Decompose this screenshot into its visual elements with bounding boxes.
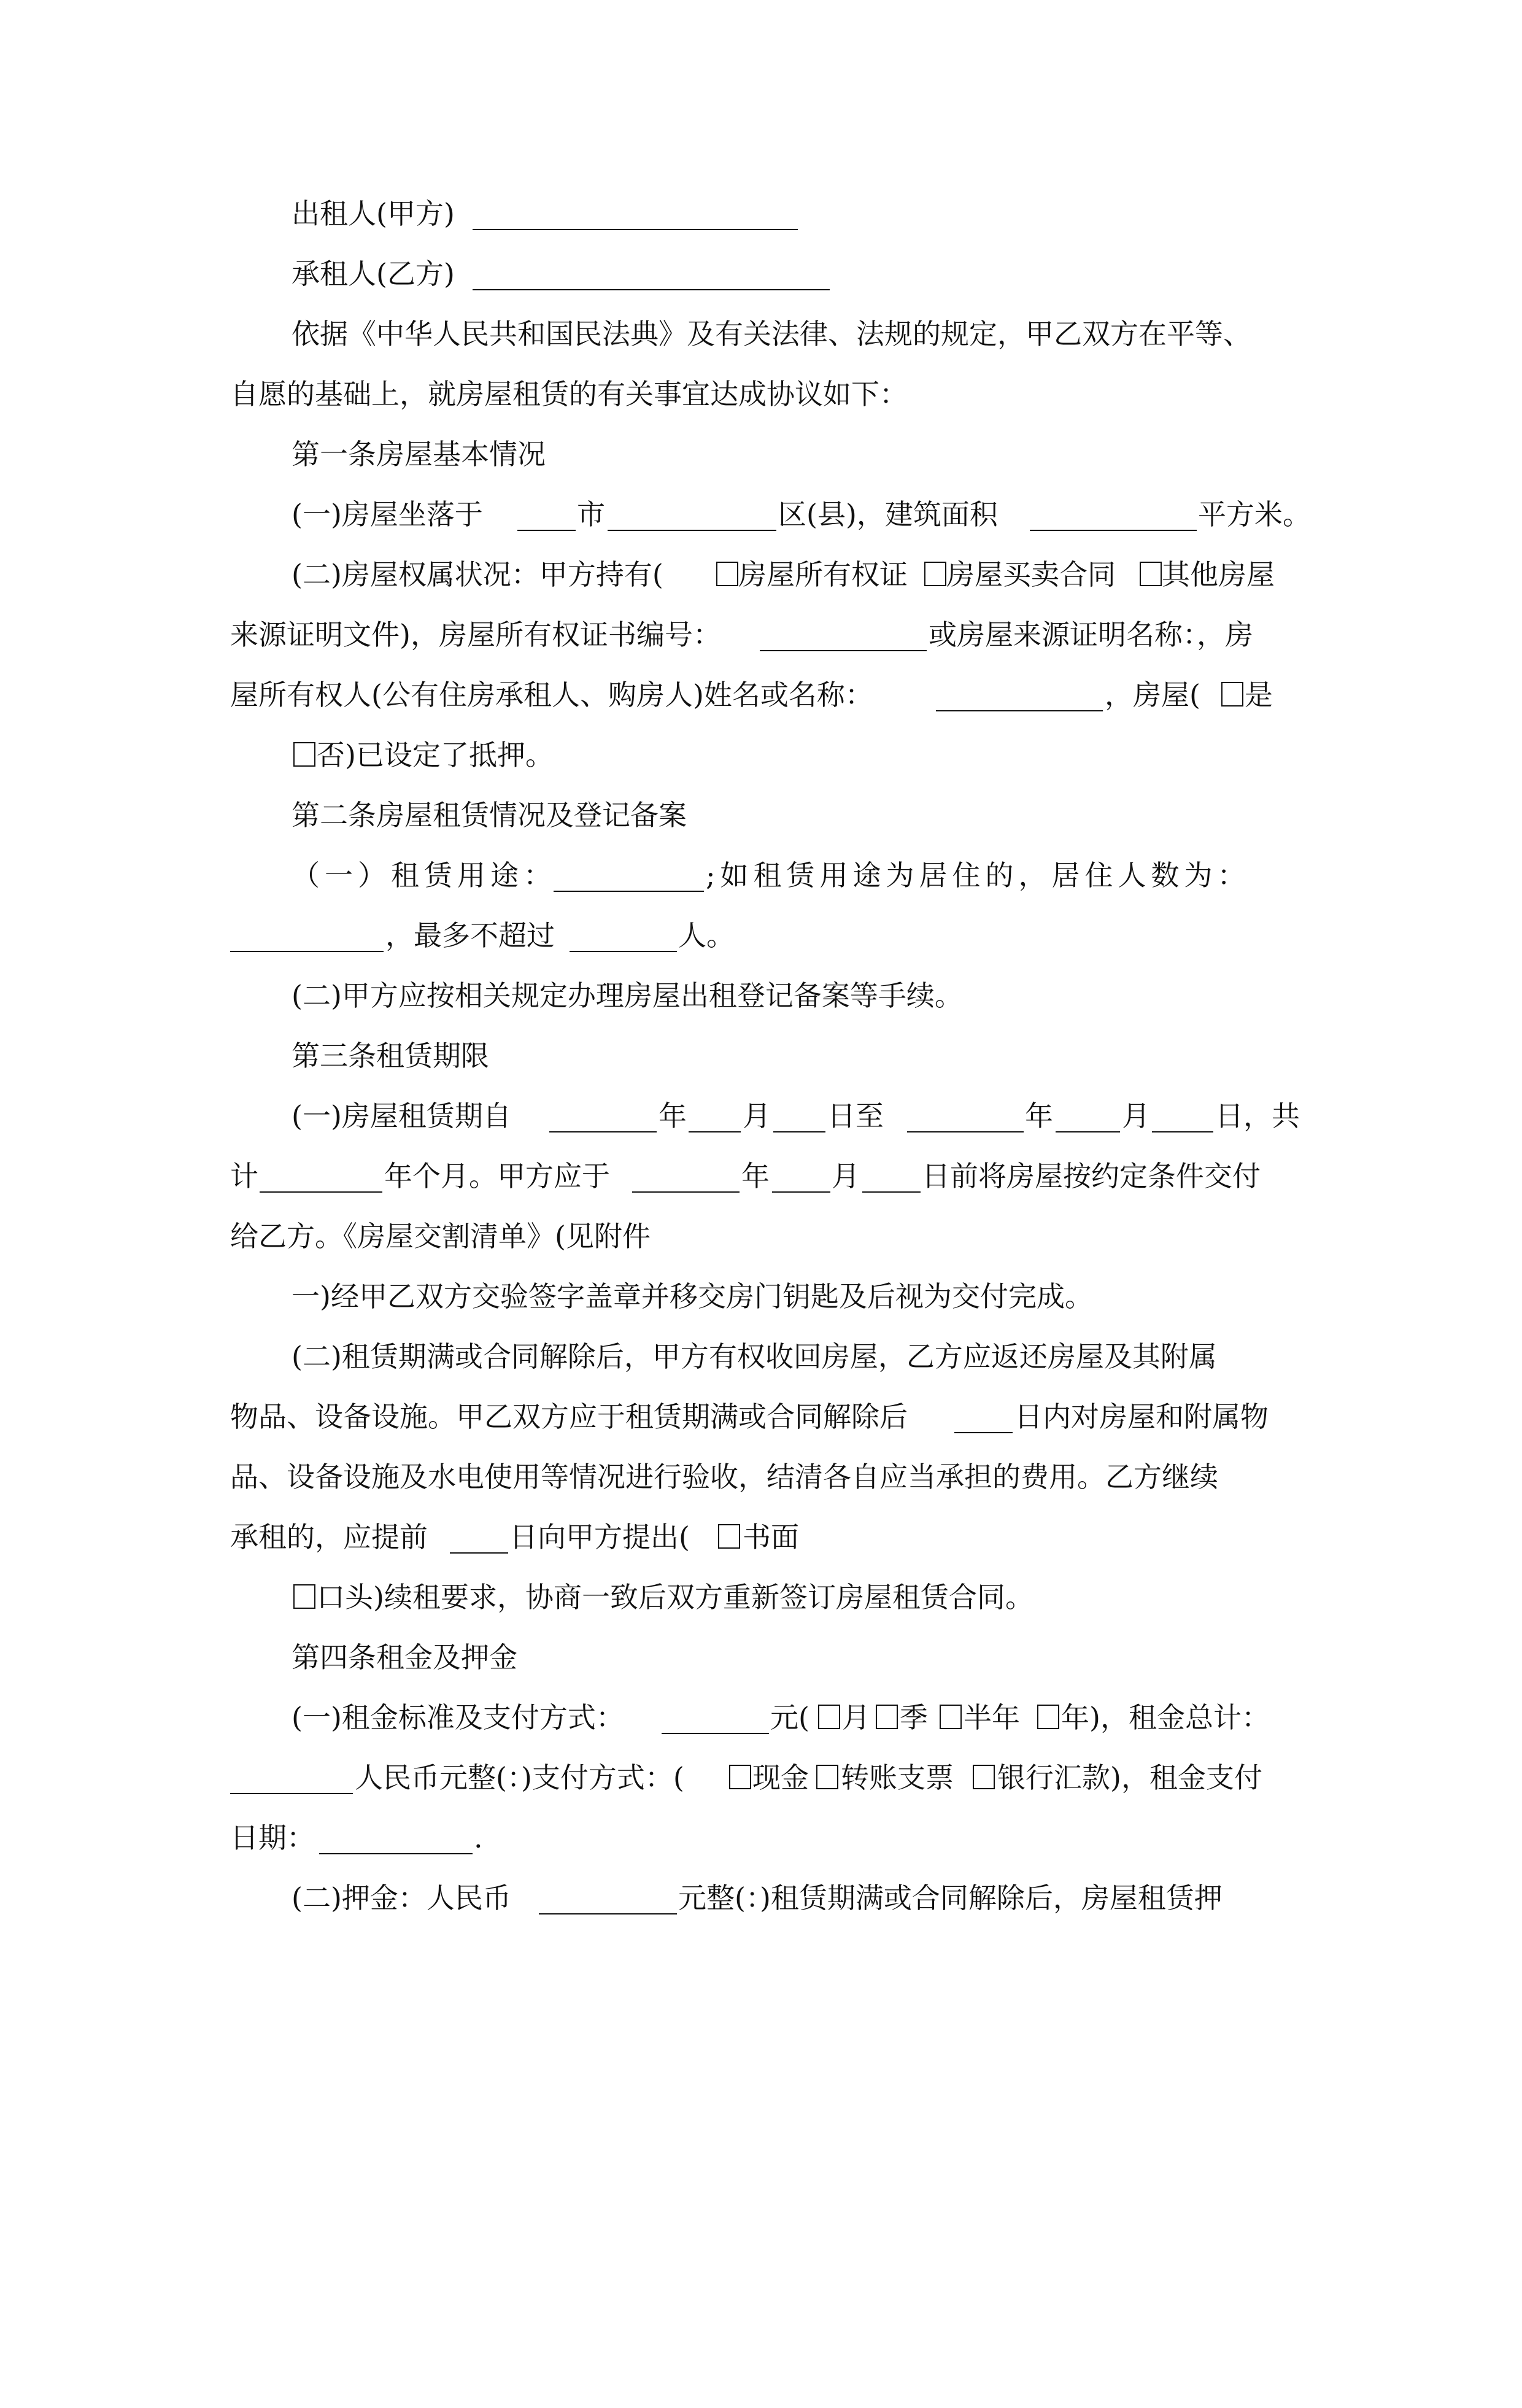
paragraph-line [0,547,1522,602]
mortgage-yes-checkbox[interactable] [1221,682,1243,707]
half-year-label: 半年 [964,1701,1020,1734]
rent-total-blank [230,1793,353,1794]
inspection-days-blank [954,1432,1013,1433]
area-unit: 平方米。 [1198,498,1311,531]
deposit-clause: 元整(：)租赁期满或合同解除后，房屋租赁押 [678,1881,1223,1914]
expiry-clause-3: 日内对房屋和附属物 [1014,1400,1269,1433]
article-heading [0,427,1522,482]
paragraph-line [0,1570,1522,1625]
paragraph-line [0,1389,1522,1444]
other-doc-checkbox[interactable] [1140,562,1162,586]
other-doc-label: 其他房屋 [1162,558,1275,591]
article-heading [0,788,1522,843]
paragraph-line [0,727,1522,783]
article-heading [0,1630,1522,1685]
handover-list-text: 给乙方。《房屋交割清单》(见附件 [230,1220,651,1253]
end-month-blank [1056,1131,1120,1132]
monthly-label: 月 [842,1701,870,1734]
article-4-title: 第四条租金及押金 [292,1641,517,1674]
owner-name-label: 屋所有权人(公有住房承租人、购房人)姓名或名称： [230,678,873,711]
persons-unit: 人。 [678,919,735,952]
purchase-contract-checkbox[interactable] [924,562,946,586]
paragraph-line [0,1870,1522,1926]
yearly-total-label: 年)，租金总计： [1061,1701,1270,1734]
ownership-cert-label: 房屋所有权证 [738,558,908,591]
delivery-month-blank [772,1191,830,1193]
start-year-blank [549,1131,657,1132]
total-years-blank [260,1191,382,1193]
registration-clause: (二)甲方应按相关规定办理房屋出租登记备案等手续。 [292,979,963,1012]
mortgage-label: ，房屋( [1105,678,1200,711]
cert-number-label: 来源证明文件)，房屋所有权证书编号： [230,618,721,651]
paragraph-line [0,667,1522,722]
paragraph-line [0,908,1522,963]
location-label: (一)房屋坐落于 [292,498,483,531]
start-month-blank [689,1131,741,1132]
lessee-name-blank [473,289,830,290]
paragraph-line [0,1750,1522,1805]
month-label: 月 [1122,1099,1150,1132]
ownership-cert-checkbox[interactable] [716,562,738,586]
month-label: 月 [832,1159,860,1193]
total-label: 计 [230,1159,258,1193]
residents-blank [230,951,384,952]
lessee-line [0,246,1522,301]
monthly-checkbox[interactable] [818,1705,840,1729]
owner-name-blank [936,710,1103,711]
quarterly-label: 季 [900,1701,928,1734]
residents-label: ;如租赁用途为居住的，居住人数为： [706,859,1251,892]
city-label: 市 [577,498,605,531]
lessee-label: 承租人(乙方) [292,257,455,290]
end-day-blank [1152,1131,1213,1132]
yuan-label: 元( [770,1701,809,1734]
cash-label: 现金 [752,1761,809,1794]
paragraph-line [0,1509,1522,1565]
mortgage-no-checkbox[interactable] [293,742,315,767]
expiry-clause-2: 物品、设备设施。甲乙双方应于租赁期满或合同解除后 [230,1400,908,1433]
paragraph-line [0,1810,1522,1865]
transfer-check-checkbox[interactable] [816,1765,838,1789]
start-day-blank [773,1131,825,1132]
article-3-title: 第三条租赁期限 [292,1039,489,1072]
usage-label: （一）租赁用途： [292,859,557,892]
expiry-clause-4: 品、设备设施及水电使用等情况进行验收，结清各自应当承担的费用。乙方继续 [230,1460,1218,1493]
renewal-days-blank [450,1552,508,1554]
deposit-amount-blank [539,1913,677,1914]
lessor-line [0,186,1522,241]
deposit-label: (二)押金：人民币 [292,1881,511,1914]
oral-label: 口头)续租要求，协商一致后双方重新签订房屋租赁合同。 [317,1581,1033,1614]
day-to-label: 日至 [827,1099,884,1132]
payment-date-label: 日期： [230,1821,315,1854]
paragraph-line [0,1209,1522,1264]
paragraph-line [0,1088,1522,1144]
bank-remittance-label: 银行汇款)，租金支付 [997,1761,1262,1794]
written-label: 书面 [743,1520,799,1554]
source-doc-label: 或房屋来源证明名称：，房 [929,618,1253,651]
preamble-text-1: 依据《中华人民共和国民法典》及有关法律、法规的规定，甲乙双方在平等、 [292,317,1251,350]
paragraph-line [0,1148,1522,1204]
ownership-label: (二)房屋权属状况：甲方持有( [292,558,663,591]
district-label: 区(县)，建筑面积 [778,498,998,531]
payment-date-period: . [474,1821,483,1854]
lessor-label: 出租人(甲方) [292,197,455,230]
delivery-terms-label: 日前将房屋按约定条件交付 [922,1159,1261,1193]
rent-amount-blank [662,1733,769,1734]
quarterly-checkbox[interactable] [876,1705,898,1729]
delivery-year-blank [632,1191,740,1193]
paragraph-line [0,607,1522,662]
day-total-label: 日，共 [1215,1099,1300,1132]
oral-checkbox[interactable] [293,1584,315,1609]
written-checkbox[interactable] [718,1524,740,1549]
half-year-checkbox[interactable] [940,1705,962,1729]
paragraph-line [0,1329,1522,1384]
expiry-clause-1: (二)租赁期满或合同解除后，甲方有权收回房屋，乙方应返还房屋及其附属 [292,1340,1217,1373]
preamble-text-2: 自愿的基础上，就房屋租赁的有关事宜达成协议如下： [230,377,908,411]
paragraph-line [0,1449,1522,1504]
purchase-contract-label: 房屋买卖合同 [946,558,1116,591]
lessor-name-blank [473,229,798,230]
district-blank [608,530,776,531]
article-2-title: 第二条房屋租赁情况及登记备案 [292,799,687,832]
delivery-label: 年个月。甲方应于 [384,1159,610,1193]
bank-remittance-checkbox[interactable] [973,1765,995,1789]
payment-method-label: 人民币元整(：)支付方式：( [355,1761,684,1794]
mortgage-yes-label: 是 [1245,678,1273,711]
payment-date-blank [319,1853,473,1854]
paragraph-line [0,848,1522,903]
yearly-checkbox[interactable] [1037,1705,1059,1729]
year-label: 年 [1025,1099,1053,1132]
paragraph-line [0,487,1522,542]
city-blank [517,530,576,531]
term-start-label: (一)房屋租赁期自 [292,1099,511,1132]
max-residents-blank [570,951,677,952]
cert-number-blank [760,650,927,651]
renewal-request-label: 日向甲方提出( [509,1520,690,1554]
preamble-line [0,306,1522,362]
area-blank [1030,530,1197,531]
end-year-blank [907,1131,1024,1132]
cash-checkbox[interactable] [729,1765,751,1789]
month-label: 月 [743,1099,771,1132]
article-heading [0,1028,1522,1083]
paragraph-line [0,1690,1522,1745]
handover-complete-text: 一)经甲乙双方交验签字盖章并移交房门钥匙及后视为交付完成。 [292,1280,1093,1313]
year-label: 年 [659,1099,687,1132]
paragraph-line [0,968,1522,1023]
preamble-line [0,366,1522,422]
delivery-day-blank [862,1191,921,1193]
max-residents-label: ，最多不超过 [385,919,555,952]
year-label: 年 [741,1159,770,1193]
rent-standard-label: (一)租金标准及支付方式： [292,1701,624,1734]
mortgage-no-label: 否)已设定了抵押。 [317,738,554,772]
renewal-notice-label: 承租的，应提前 [230,1520,428,1554]
transfer-check-label: 转账支票 [841,1761,954,1794]
usage-blank [554,891,704,892]
article-1-title: 第一条房屋基本情况 [292,438,546,471]
paragraph-line [0,1269,1522,1324]
